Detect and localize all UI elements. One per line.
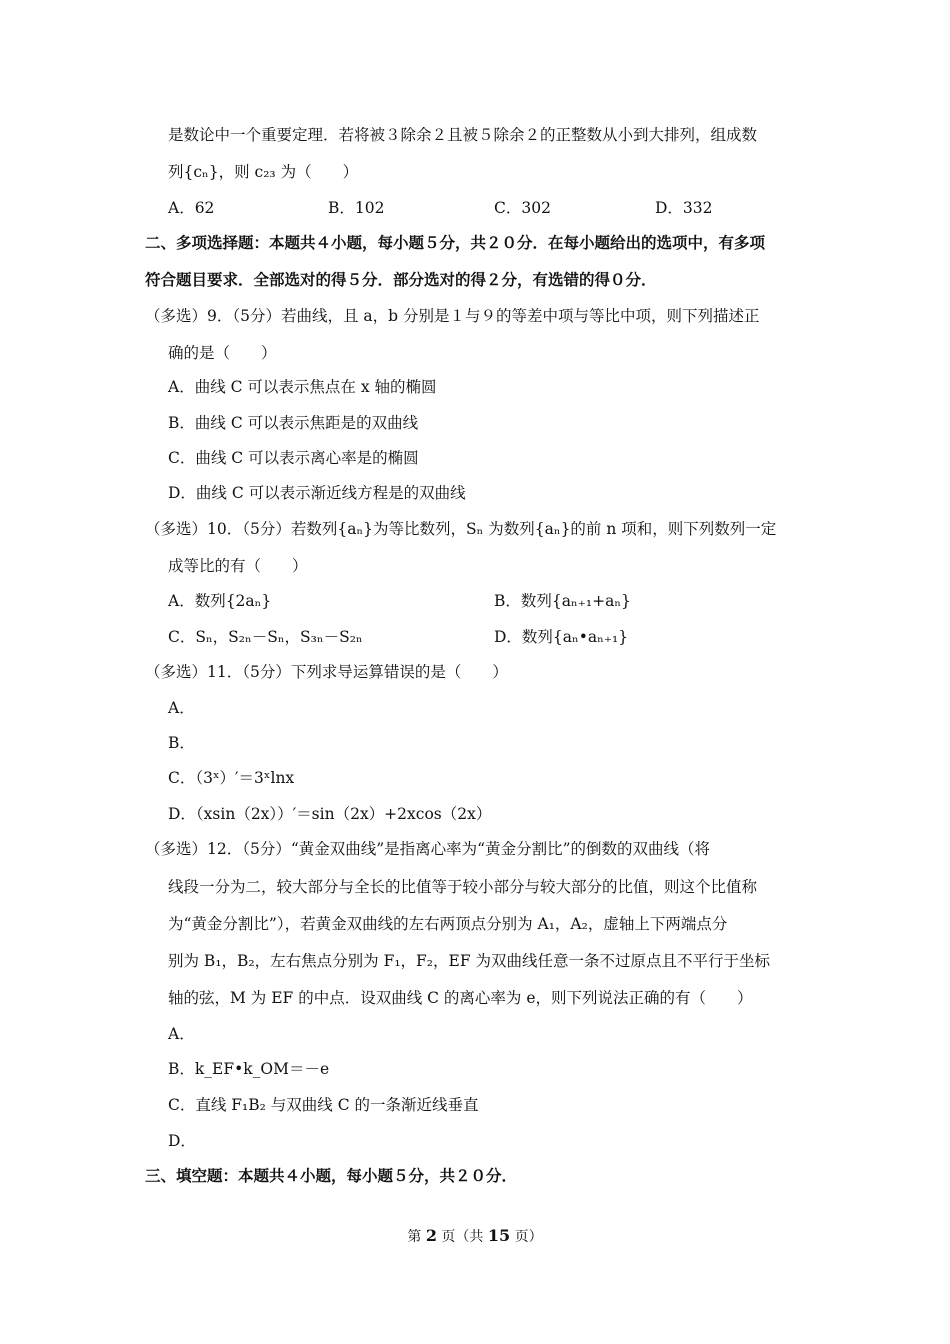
q11-option-a: A． xyxy=(168,699,195,717)
q8-option-d: D．332 xyxy=(655,199,713,217)
q8-option-b: B．102 xyxy=(328,199,385,217)
q9-stem-line2: 确的是（ ） xyxy=(168,344,277,362)
q9-option-a: A．曲线 C 可以表示焦点在 x 轴的椭圆 xyxy=(168,378,437,396)
q11-stem: （多选）11．（5分）下列求导运算错误的是（ ） xyxy=(145,663,508,681)
q10-option-d: D．数列{aₙ•aₙ₊₁} xyxy=(494,628,629,646)
section3-heading: 三、填空题：本题共４小题，每小题５分，共２０分． xyxy=(145,1166,518,1185)
q12-option-d: D． xyxy=(168,1132,196,1150)
q10-option-b: B．数列{aₙ₊₁+aₙ} xyxy=(494,592,631,610)
footer-mid: 页（共 xyxy=(436,1229,488,1245)
q10-option-a: A．数列{2aₙ} xyxy=(168,592,272,610)
q12-option-c: C．直线 F₁B₂ 与双曲线 C 的一条渐近线垂直 xyxy=(168,1096,479,1114)
q12-stem-line1: （多选）12．（5分）“黄金双曲线”是指离心率为“黄金分割比”的倒数的双曲线（将 xyxy=(145,840,711,858)
section2-heading-line2: 符合题目要求．全部选对的得５分．部分选对的得２分，有选错的得０分． xyxy=(145,270,657,289)
footer-prefix: 第 xyxy=(407,1229,426,1245)
q9-option-c: C．曲线 C 可以表示离心率是的椭圆 xyxy=(168,449,419,467)
q10-option-c: C．Sₙ，S₂ₙ－Sₙ，S₃ₙ－S₂ₙ xyxy=(168,628,363,646)
q12-option-b: B．k_EF•k_OM＝－e xyxy=(168,1060,330,1078)
q9-option-d: D．曲线 C 可以表示渐近线方程是的双曲线 xyxy=(168,484,466,502)
q8-option-a: A．62 xyxy=(168,199,215,217)
q12-stem-line4: 别为 B₁，B₂，左右焦点分别为 F₁，F₂，EF 为双曲线任意一条不过原点且不平行于坐标 xyxy=(168,952,770,970)
footer-total-pages: 15 xyxy=(487,1226,511,1245)
q11-option-d: D．（xsin（2x））′＝sin（2x）+2xcos（2x） xyxy=(168,805,492,823)
q12-stem-line5: 轴的弦，M 为 EF 的中点．设双曲线 C 的离心率为 e，则下列说法正确的有（ ） xyxy=(168,989,753,1007)
q9-stem-line1: （多选）9．（5分）若曲线，且 a，b 分别是１与９的等差中项与等比中项，则下列描述正 xyxy=(145,307,760,325)
q8-option-c: C．302 xyxy=(494,199,551,217)
q8-continuation-line1: 是数论中一个重要定理．若将被３除余２且被５除余２的正整数从小到大排列，组成数 xyxy=(168,126,758,144)
q12-stem-line2: 线段一分为二，较大部分与全长的比值等于较小部分与较大部分的比值，则这个比值称 xyxy=(168,878,758,896)
footer-suffix: 页） xyxy=(510,1229,543,1245)
page-footer xyxy=(0,1226,950,1247)
q12-stem-line3: 为“黄金分割比”），若黄金双曲线的左右两顶点分别为 A₁，A₂，虚轴上下两端点分 xyxy=(168,915,728,933)
q9-option-b: B．曲线 C 可以表示焦距是的双曲线 xyxy=(168,414,419,432)
q12-option-a: A． xyxy=(168,1025,195,1043)
q10-stem-line1: （多选）10．（5分）若数列{aₙ}为等比数列，Sₙ 为数列{aₙ}的前 n 项和，则下列数列一定 xyxy=(145,520,777,538)
q11-option-b: B． xyxy=(168,734,195,752)
section2-heading-line1: 二、多项选择题：本题共４小题，每小题５分，共２０分．在每小题给出的选项中，有多项 xyxy=(145,233,766,252)
q10-stem-line2: 成等比的有（ ） xyxy=(168,557,308,575)
q8-continuation-line2: 列{cₙ}，则 c₂₃ 为（ ） xyxy=(168,163,359,181)
footer-page-number: 2 xyxy=(425,1226,437,1245)
q11-option-c: C．（3ˣ）′＝3ˣlnx xyxy=(168,769,295,787)
